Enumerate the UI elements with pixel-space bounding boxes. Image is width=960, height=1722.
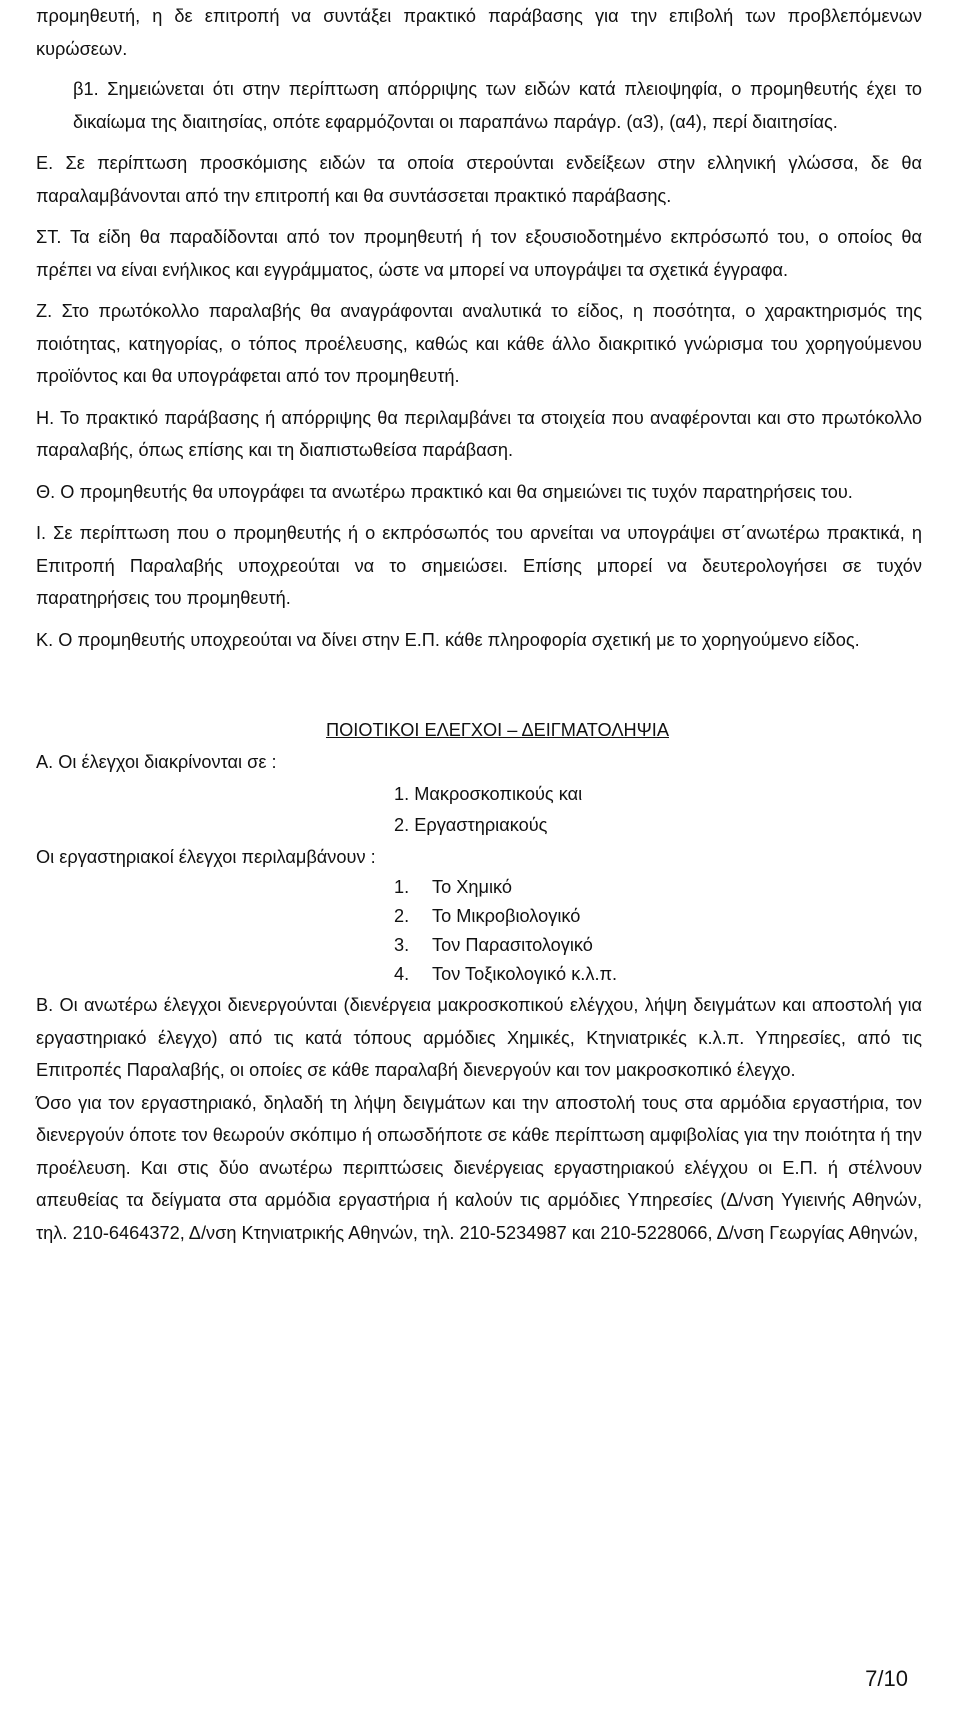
list-item: 1. Μακροσκοπικούς και: [394, 783, 583, 804]
paragraph-E: [36, 147, 922, 212]
paragraph-Z: [36, 295, 922, 393]
page-number: 7/10: [865, 1666, 908, 1691]
list-item-text: Τον Τοξικολογικό κ.λ.π.: [432, 964, 618, 984]
paragraph-K-label: Κ.: [36, 629, 54, 650]
list-item: [36, 931, 922, 960]
paragraph-E-label: Ε.: [36, 153, 54, 173]
list-item: [36, 873, 922, 902]
paragraph-K: [36, 624, 922, 657]
paragraph-TH: [36, 476, 922, 509]
list-item-number: 3.: [394, 935, 410, 955]
paragraph-lab-sampling: Όσο για τον εργαστηριακό, δηλαδή τη λήψη δειγμάτων και την αποστολή τους στα αρμόδια εργαστήρια, τον διενεργούν όποτε τον θεωρούν σκόπιμο ή οπωσδήποτε σε κάθε περίπτωση αμφιβολίας για την ποιότητα ή την προέλευση. Και στις δύο ανωτέρω περιπτώσεις διενέργειας εργαστηριακού ελέγχου οι Ε.Π. ή στέλνουν απευθείας τα δείγματα στα αρμόδια εργαστήρια ή καλούν τις αρμόδιες Υπηρεσίες (Δ/νση Υγιεινής Αθηνών, τηλ. 210-6464372, Δ/νση Κτηνιατρικής Αθηνών, τηλ. 210-5234987 και 210-5228066, Δ/νση Γεωργίας Αθηνών,: [36, 1092, 922, 1243]
paragraph-I-label: Ι.: [36, 523, 47, 543]
list-item-number: 4.: [394, 964, 410, 984]
controls-intro: Α. Οι έλεγχοι διακρίνονται σε :: [36, 752, 277, 772]
paragraph-Z-text: Στο πρωτόκολλο παραλαβής θα αναγράφονται αναλυτικά το είδος, η ποσότητα, ο χαρακτηρισμός της ποιότητας, κατηγορίας, ο τόπος προέλευσης, καθώς και κάθε άλλο διακριτικό γνώρισμα του χορηγούμενου προϊόντος και θα υπογράφεται από τον προμηθευτή.: [36, 301, 922, 386]
paragraph-B: Β. Οι ανωτέρω έλεγχοι διενεργούνται (διενέργεια μακροσκοπικού ελέγχου, λήψη δειγμάτων και αποστολή για εργαστηριακό έλεγχο) από τις κατά τόπους αρμόδιες Χημικές, Κτηνιατρικές κ.λ.π. Υπηρεσίες, από τις Επιτροπές Παραλαβής, οι οποίες σε κάθε παραλαβή διενεργούν και τον μακροσκοπικό έλεγχο.: [36, 995, 922, 1080]
paragraph-b1: β1. Σημειώνεται ότι στην περίπτωση απόρριψης των ειδών κατά πλειοψηφία, ο προμηθευτής έχει το δικαίωμα της διαιτησίας, οπότε εφαρμόζονται οι παραπάνω παράγρ. (α3), (α4), περί διαιτησίας.: [73, 79, 922, 132]
paragraph-H-text: Το πρακτικό παράβασης ή απόρριψης θα περιλαμβάνει τα στοιχεία που αναφέρονται και στο πρωτόκολλο παραλαβής, όπως επίσης και τη διαπιστωθείσα παράβαση.: [36, 407, 922, 460]
paragraph-E-text: Σε περίπτωση προσκόμισης ειδών τα οποία στερούνται ενδείξεων στην ελληνική γλώσσα, δε θα παραλαμβάνονται από την επιτροπή και θα συντάσσεται πρακτικό παράβασης.: [36, 153, 922, 206]
list-item-number: 1.: [394, 877, 410, 897]
paragraph-TH-label: Θ.: [36, 481, 56, 502]
paragraph-TH-text: Ο προμηθευτής θα υπογράφει τα ανωτέρω πρακτικό και θα σημειώνει τις τυχόν παρατηρήσεις του.: [60, 481, 853, 502]
list-item: [36, 902, 922, 931]
paragraph-H-label: Η.: [36, 407, 55, 428]
paragraph-K-text: Ο προμηθευτής υποχρεούται να δίνει στην Ε.Π. κάθε πληροφορία σχετική με το χορηγούμενο είδος.: [58, 629, 860, 650]
paragraph-I: [36, 517, 922, 615]
paragraph-ST-label: ΣΤ.: [36, 227, 62, 247]
document-page: [36, 0, 922, 1249]
paragraph-H: [36, 402, 922, 467]
lab-controls-intro: Οι εργαστηριακοί έλεγχοι περιλαμβάνουν :: [36, 846, 376, 867]
paragraph-ST: [36, 221, 922, 286]
paragraph-continuation: προμηθευτή, η δε επιτροπή να συντάξει πρακτικό παράβασης για την επιβολή των προβλεπόμενων κυρώσεων.: [36, 6, 922, 59]
controls-type-list: [36, 779, 922, 841]
list-item: 2. Εργαστηριακούς: [394, 814, 548, 835]
list-item-number: 2.: [394, 906, 410, 926]
list-item-text: Τον Παρασιτολογικό: [432, 935, 593, 955]
lab-controls-list: [36, 873, 922, 989]
paragraph-ST-text: Τα είδη θα παραδίδονται από τον προμηθευτή ή τον εξουσιοδοτημένο εκπρόσωπό του, ο οποίος θα πρέπει να είναι ενήλικος και εγγράμματος, ώστε να μπορεί να υπογράψει τα σχετικά έγγραφα.: [36, 227, 922, 280]
list-item: [36, 960, 922, 989]
paragraph-Z-label: Ζ.: [36, 301, 53, 321]
list-item-text: Το Χημικό: [432, 877, 513, 897]
paragraph-I-text: Σε περίπτωση που ο προμηθευτής ή ο εκπρόσωπός του αρνείται να υπογράψει στ΄ανωτέρω πρακτικά, η Επιτροπή Παραλαβής υποχρεούται να το σημειώσει. Επίσης μπορεί να δευτερολογήσει σε τυχόν παρατηρήσεις του προμηθευτή.: [36, 523, 922, 608]
list-item-text: Το Μικροβιολογικό: [432, 906, 581, 926]
section-heading: ΠΟΙΟΤΙΚΟΙ ΕΛΕΓΧΟΙ – ΔΕΙΓΜΑΤΟΛΗΨΙΑ: [326, 720, 669, 740]
